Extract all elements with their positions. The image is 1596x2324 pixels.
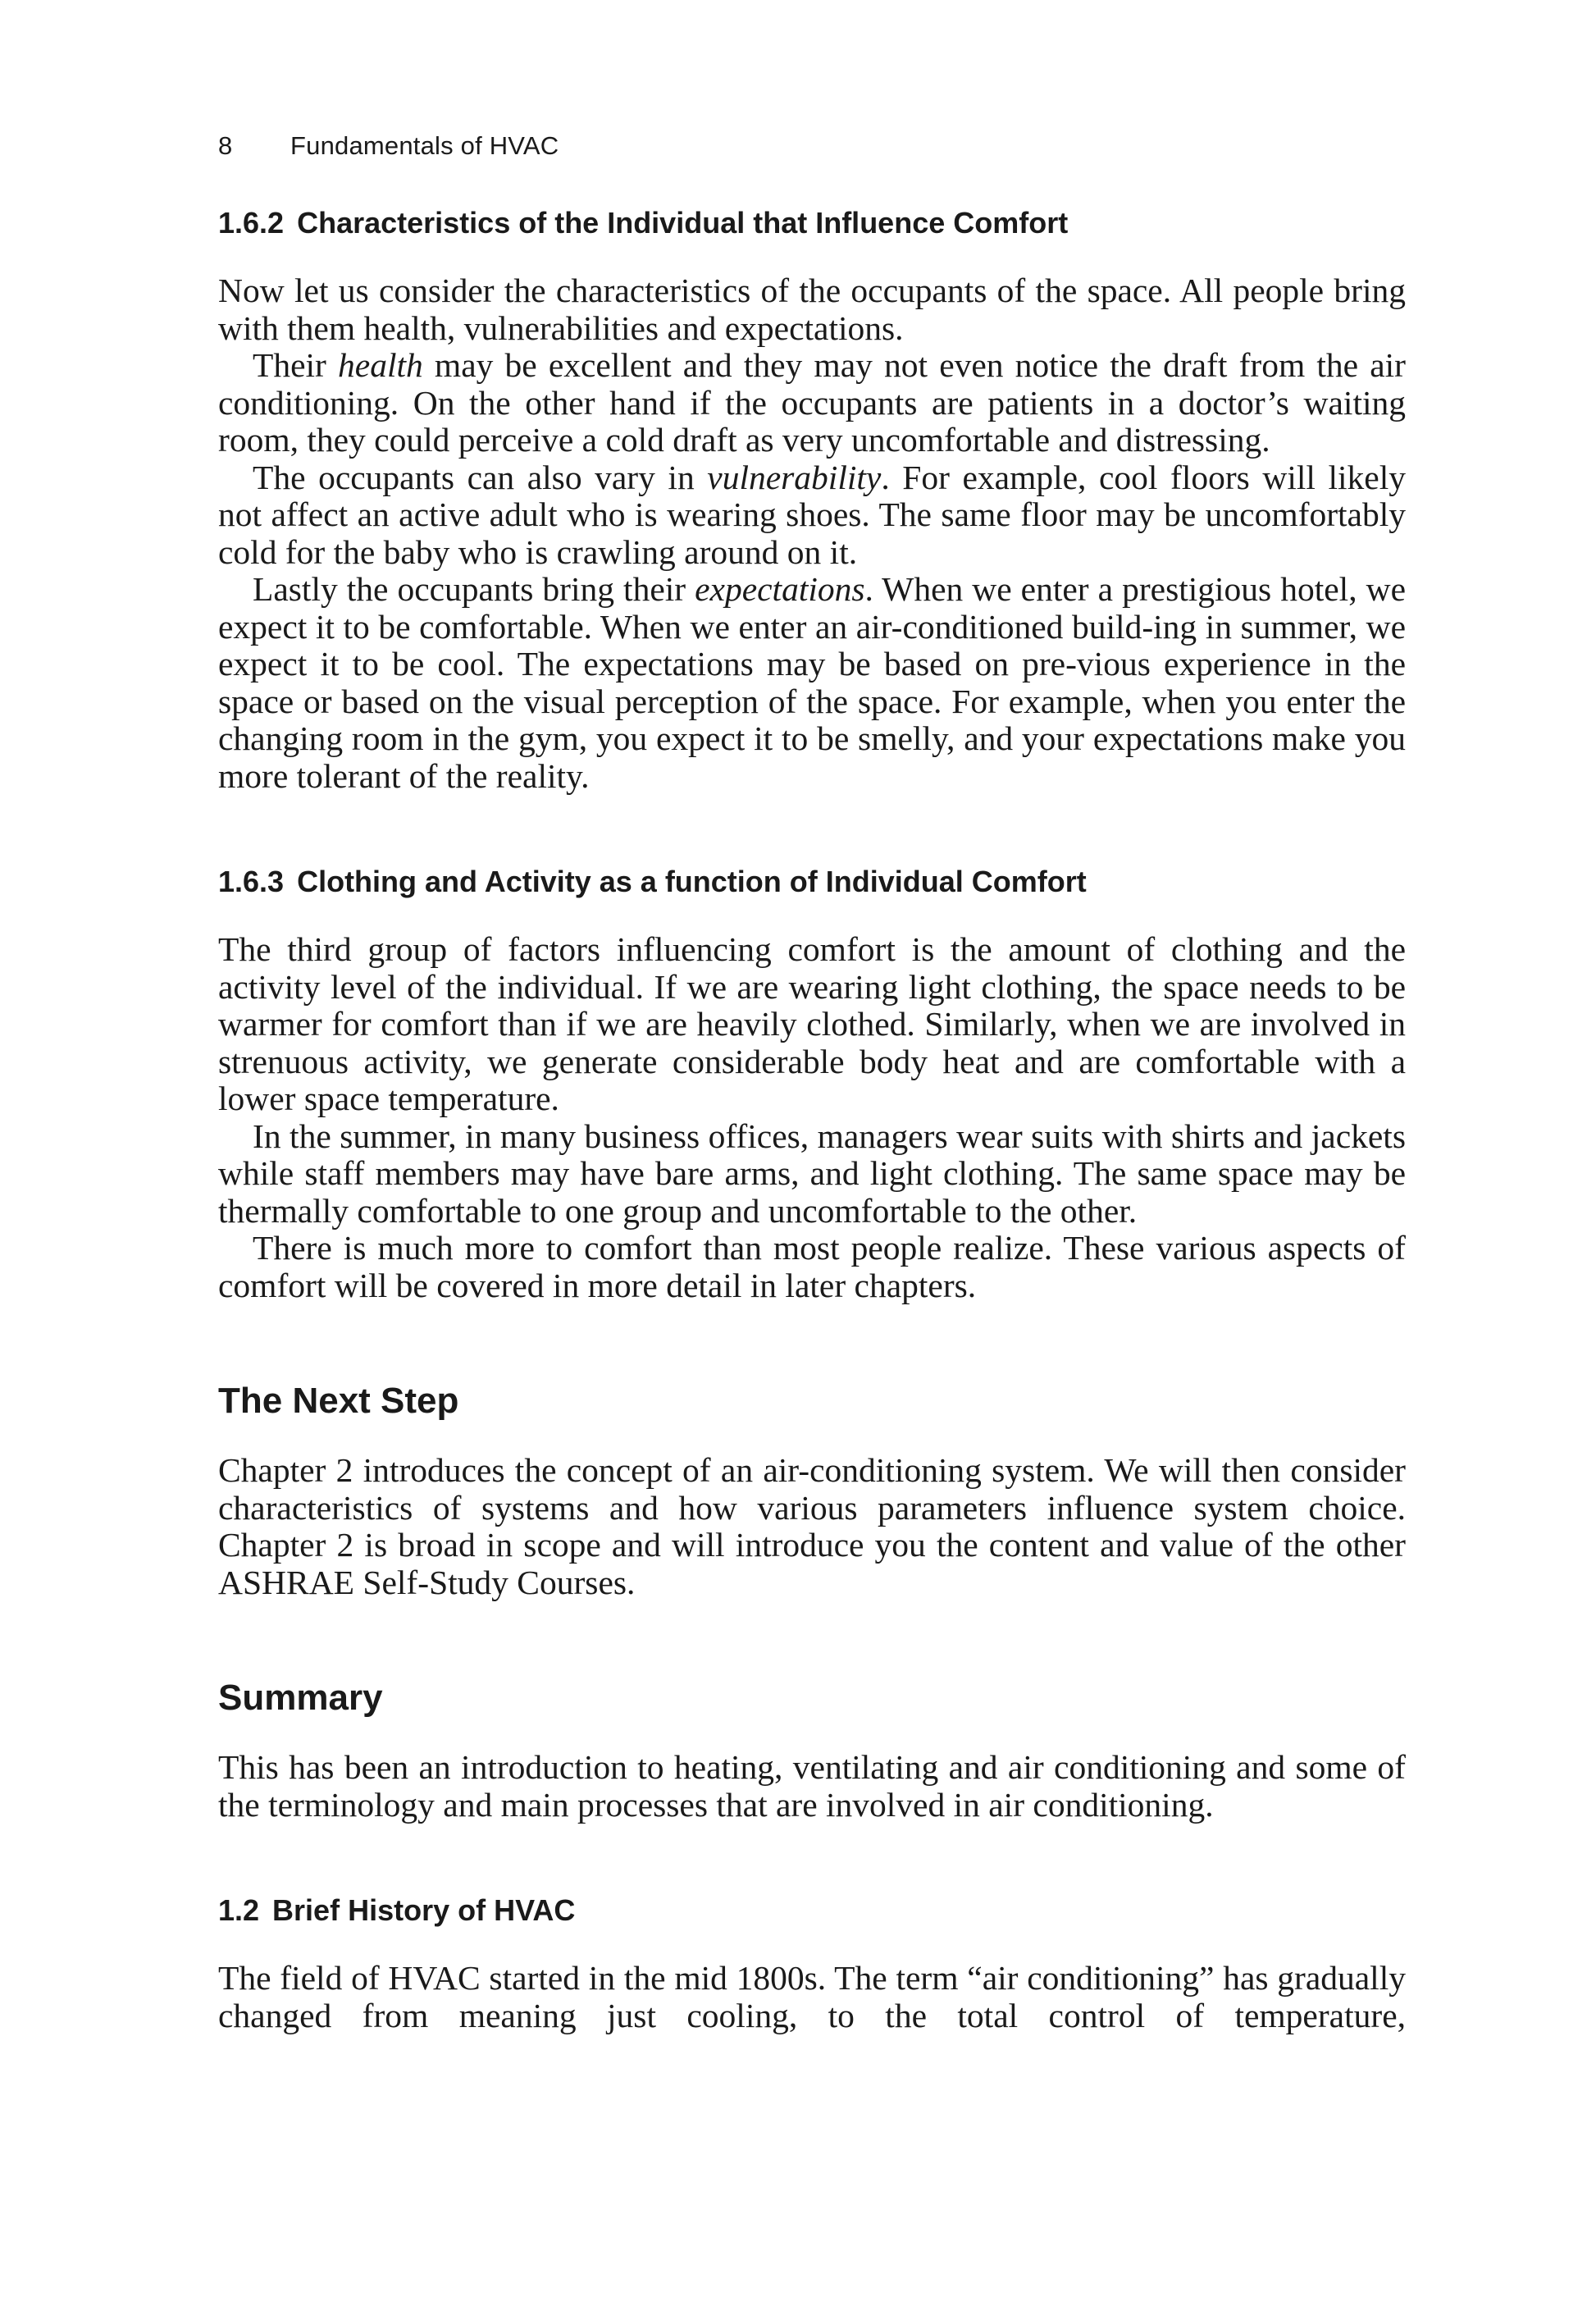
section-number: 1.6.3: [218, 865, 285, 898]
section-title: Characteristics of the Individual that Influence Comfort: [297, 206, 1069, 240]
running-title: Fundamentals of HVAC: [290, 131, 559, 160]
emphasis: vulnerability: [707, 458, 882, 496]
section-heading: [218, 1893, 1406, 1929]
section-number: 1.2: [218, 1893, 260, 1927]
heading-summary: Summary: [218, 1678, 383, 1718]
section-heading: [218, 205, 1406, 241]
paragraph: In the summer, in many business offices, managers wear suits with shirts and jackets while staff members may have bare arms, and light clothing. The same space may be thermally comfortable to one group and uncomfortable to the other.: [218, 1116, 1406, 1230]
section-title: Brief History of HVAC: [272, 1893, 576, 1927]
emphasis: health: [338, 346, 423, 384]
section-heading: [218, 864, 1406, 900]
paragraph: Chapter 2 introduces the concept of an air-conditioning system. We will then consider characteristics of systems and how various parameters influence system choice. Chapter 2 is broad in scope and will introduce you the content and value of the other ASHRAE Self-Study Courses.: [218, 1451, 1406, 1601]
paragraph: Lastly the occupants bring their expectations. When we enter a prestigious hotel, we expect it to be comfortable. When we enter an air-conditioned build-ing in summer, we expect it to be cool. The expectations may be based on pre-vious experience in the space or based on the visual perception of the space. For example, when you enter the changing room in the gym, you expect it to be smelly, and your expectations make you more tolerant of the reality.: [218, 570, 1406, 795]
section-1-6-2: [218, 205, 1406, 795]
paragraph: This has been an introduction to heating, ventilating and air conditioning and some of the terminology and main processes that are involved in air conditioning.: [218, 1748, 1406, 1824]
emphasis: expectations: [695, 570, 865, 608]
section-number: 1.6.2: [218, 206, 285, 240]
paragraph: Their health may be excellent and they may not even notice the draft from the air conditioning. On the other hand if the occupants are patients in a doctor’s waiting room, they could perceive a cold draft as very uncomfortable and distressing.: [218, 346, 1407, 459]
section-next-step: [218, 1380, 1406, 1601]
heading-next-step: The Next Step: [218, 1381, 459, 1421]
paragraph: Now let us consider the characteristics of the occupants of the space. All people bring with them health, vulnerabilities and expectations.: [218, 272, 1406, 347]
running-head: [218, 131, 559, 161]
page-number: 8: [218, 131, 233, 160]
paragraph: The occupants can also vary in vulnerability. For example, cool floors will likely not affect an active adult who is wearing shoes. The same floor may be uncomfortably cold for the baby who is crawling around on it.: [218, 458, 1407, 571]
section-title: Clothing and Activity as a function of Individual Comfort: [297, 865, 1087, 898]
paragraph: The field of HVAC started in the mid 1800s. The term “air conditioning” has gradually changed from meaning just cooling, to the total control of temperature,: [218, 1959, 1406, 2034]
section-summary: [218, 1677, 1406, 1824]
paragraph: The third group of factors influencing comfort is the amount of clothing and the activity level of the individual. If we are wearing light clothing, the space needs to be warmer for comfort than if we are heavily clothed. Similarly, when we are involved in strenuous activity, we generate considerable body heat and are comfortable with a lower space temperature.: [218, 930, 1406, 1117]
page-body: [218, 205, 1406, 2034]
section-1-2: [218, 1893, 1406, 2034]
section-1-6-3: [218, 864, 1406, 1304]
paragraph: There is much more to comfort than most people realize. These various aspects of comfort will be covered in more detail in later chapters.: [218, 1229, 1406, 1304]
